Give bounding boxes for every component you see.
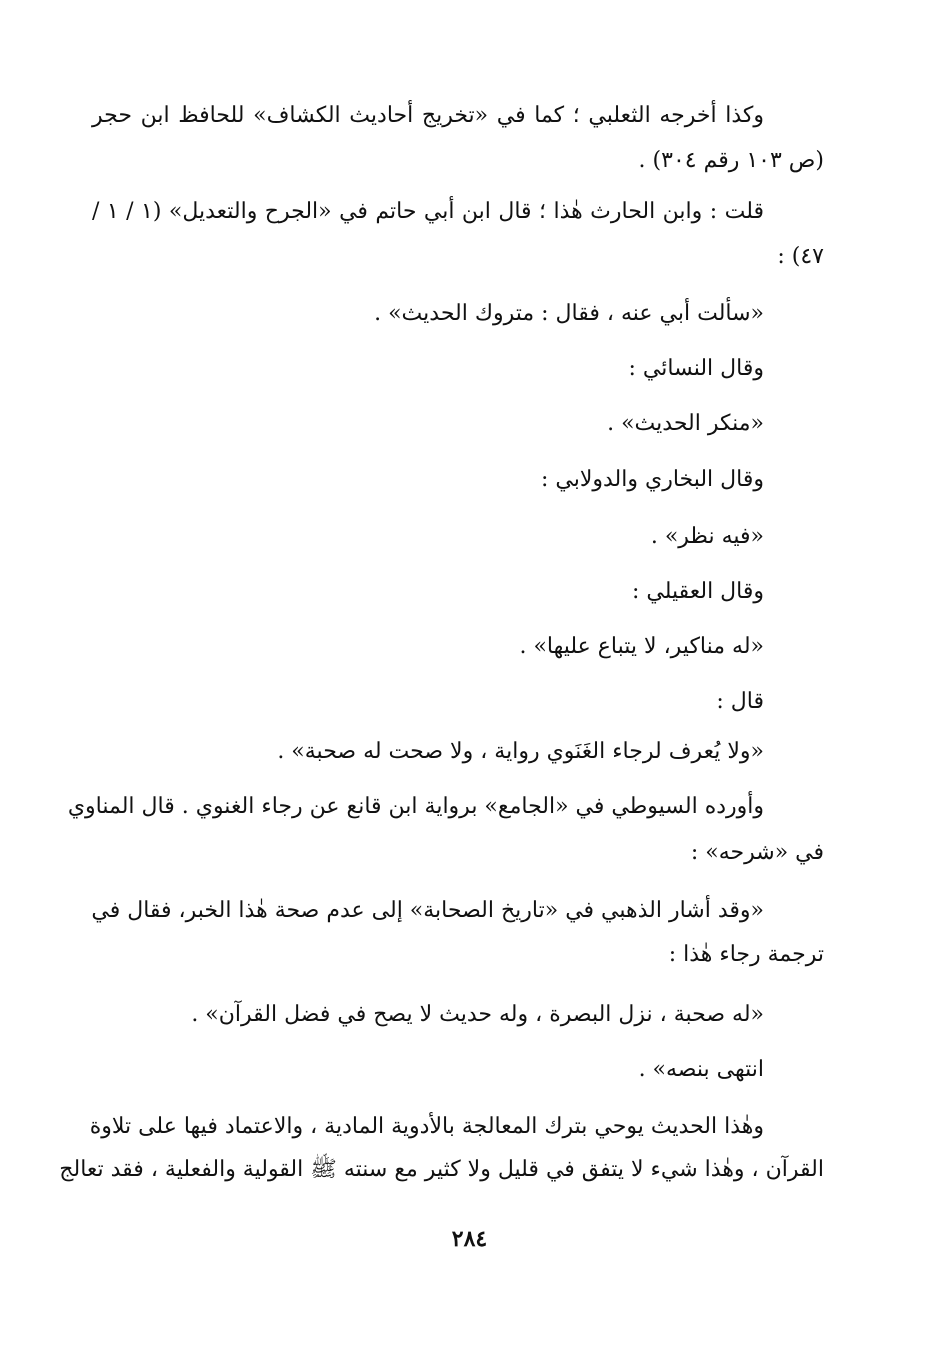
text-line-4: ٤٧) : — [777, 244, 824, 269]
text-line-1: وكذا أخرجه الثعلبي ؛ كما في «تخريج أحاديث الكشاف» للحافظ ابن حجر — [92, 103, 764, 128]
text-line-12: القرآن ، وهٰذا شيء لا يتفق في قليل ولا كثير مع سنته ﷺ القولية والفعلية ، فقد تعالج — [59, 1157, 824, 1182]
text-line-5: وقال النسائي : — [628, 356, 764, 381]
text-line-10: في «شرحه» : — [690, 840, 824, 865]
quote-line-5: «ولا يُعرف لرجاء الغَنَوي رواية ، ولا صحت له صحبة» . — [277, 739, 764, 764]
text-line-7: وقال العقيلي : — [631, 579, 764, 604]
quote-line-2: «منكر الحديث» . — [607, 411, 764, 436]
quote-line-7: ترجمة رجاء هٰذا : — [668, 942, 824, 967]
quote-line-3: «فيه نظر» . — [650, 524, 764, 549]
page-number: ٢٨٤ — [451, 1226, 488, 1252]
quote-line-8: «له صحبة ، نزل البصرة ، وله حديث لا يصح في فضل القرآن» . — [191, 1002, 764, 1027]
text-line-2: (ص ١٠٣ رقم ٣٠٤) . — [638, 148, 824, 173]
text-line-3: قلت : وابن الحارث هٰذا ؛ قال ابن أبي حاتم في «الجرح والتعديل» (١ / ١ / — [92, 199, 764, 224]
text-line-9: وأورده السيوطي في «الجامع» برواية ابن قانع عن رجاء الغنوي . قال المناوي — [67, 794, 764, 819]
quote-line-4: «له مناكير، لا يتباع عليها» . — [519, 634, 764, 659]
quote-line-9: انتهى بنصه» . — [638, 1057, 764, 1082]
quote-line-6: «وقد أشار الذهبي في «تاريخ الصحابة» إلى عدم صحة هٰذا الخبر، فقال في — [91, 898, 764, 923]
text-line-8: قال : — [716, 689, 764, 714]
quote-line-1: «سألت أبي عنه ، فقال : متروك الحديث» . — [374, 301, 764, 326]
text-line-6: وقال البخاري والدولابي : — [540, 467, 764, 492]
text-line-11: وهٰذا الحديث يوحي بترك المعالجة بالأدوية المادية ، والاعتماد فيها على تلاوة — [89, 1114, 764, 1139]
